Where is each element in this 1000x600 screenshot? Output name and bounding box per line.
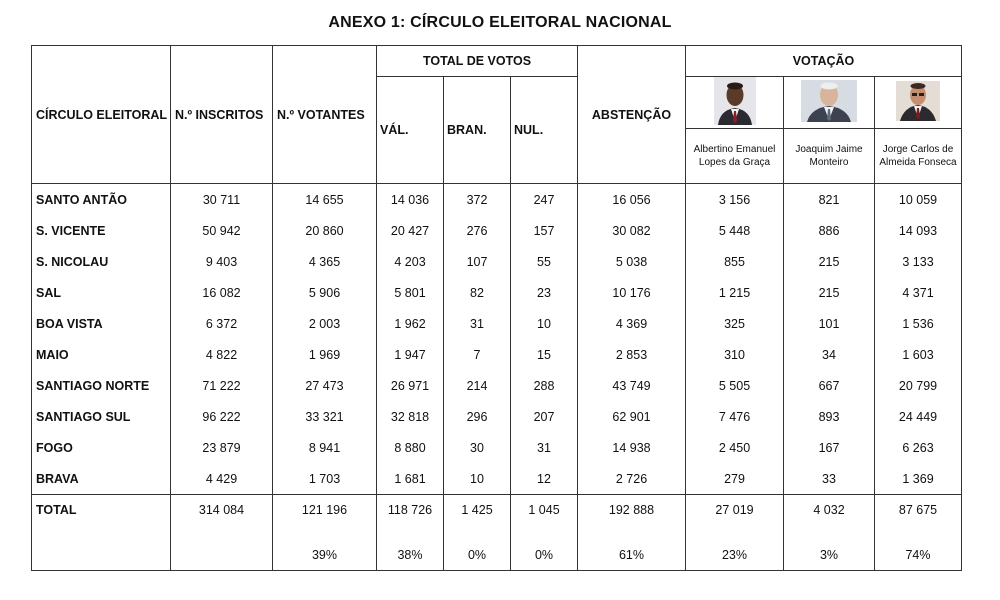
table-row (32, 339, 962, 370)
candidate-photo-2 (784, 77, 875, 129)
candidate-photo-3 (875, 77, 962, 129)
row-cand3: 6 263 (875, 432, 962, 463)
row-cand1: 1 215 (686, 277, 784, 308)
row-circulo: BOA VISTA (32, 308, 171, 339)
row-cand2: 101 (784, 308, 875, 339)
row-cand2: 167 (784, 432, 875, 463)
row-val: 4 203 (377, 246, 444, 277)
row-cand2: 667 (784, 370, 875, 401)
row-cand3: 24 449 (875, 401, 962, 432)
row-val: 1 947 (377, 339, 444, 370)
pct-cand1: 23% (686, 540, 784, 571)
total-nul: 1 045 (511, 495, 578, 541)
total-abstencao: 192 888 (578, 495, 686, 541)
candidate-name-2: Joaquim Jaime Monteiro (784, 129, 875, 184)
row-cand1: 2 450 (686, 432, 784, 463)
total-label: TOTAL (32, 495, 171, 541)
row-cand1: 855 (686, 246, 784, 277)
row-bran: 107 (444, 246, 511, 277)
total-val: 118 726 (377, 495, 444, 541)
row-nul: 247 (511, 184, 578, 216)
row-cand1: 5 448 (686, 215, 784, 246)
pct-votantes: 39% (273, 540, 377, 571)
row-cand3: 10 059 (875, 184, 962, 216)
row-cand3: 3 133 (875, 246, 962, 277)
portrait-jorge-icon (896, 81, 940, 121)
table-row (32, 401, 962, 432)
row-cand1: 3 156 (686, 184, 784, 216)
pct-bran: 0% (444, 540, 511, 571)
row-votantes: 1 703 (273, 463, 377, 495)
row-inscritos: 4 822 (171, 339, 273, 370)
row-circulo: SAL (32, 277, 171, 308)
row-cand3: 4 371 (875, 277, 962, 308)
row-cand1: 7 476 (686, 401, 784, 432)
table-row (32, 463, 962, 495)
row-circulo: SANTO ANTÃO (32, 184, 171, 216)
row-inscritos: 4 429 (171, 463, 273, 495)
row-votantes: 20 860 (273, 215, 377, 246)
row-abstencao: 2 853 (578, 339, 686, 370)
col-header-val: VÁL. (377, 77, 444, 184)
row-circulo: SANTIAGO SUL (32, 401, 171, 432)
pct-cand3: 74% (875, 540, 962, 571)
pct-abstencao: 61% (578, 540, 686, 571)
row-nul: 10 (511, 308, 578, 339)
row-cand2: 886 (784, 215, 875, 246)
row-abstencao: 14 938 (578, 432, 686, 463)
row-bran: 372 (444, 184, 511, 216)
row-bran: 30 (444, 432, 511, 463)
table-row (32, 370, 962, 401)
pct-empty (171, 540, 273, 571)
row-votantes: 33 321 (273, 401, 377, 432)
row-val: 8 880 (377, 432, 444, 463)
row-nul: 15 (511, 339, 578, 370)
row-cand2: 215 (784, 277, 875, 308)
table-row (32, 277, 962, 308)
row-cand3: 14 093 (875, 215, 962, 246)
row-cand2: 821 (784, 184, 875, 216)
total-row (32, 495, 962, 541)
row-inscritos: 30 711 (171, 184, 273, 216)
col-header-bran: BRAN. (444, 77, 511, 184)
col-header-nul: NUL. (511, 77, 578, 184)
row-val: 5 801 (377, 277, 444, 308)
row-nul: 157 (511, 215, 578, 246)
pct-val: 38% (377, 540, 444, 571)
total-cand1: 27 019 (686, 495, 784, 541)
row-circulo: S. NICOLAU (32, 246, 171, 277)
candidate-photo-1 (686, 77, 784, 129)
row-circulo: SANTIAGO NORTE (32, 370, 171, 401)
row-cand3: 1 603 (875, 339, 962, 370)
row-bran: 7 (444, 339, 511, 370)
col-header-inscritos: N.º INSCRITOS (171, 46, 273, 184)
row-abstencao: 5 038 (578, 246, 686, 277)
row-nul: 31 (511, 432, 578, 463)
row-abstencao: 43 749 (578, 370, 686, 401)
row-abstencao: 2 726 (578, 463, 686, 495)
portrait-albertino-icon (714, 77, 756, 125)
row-cand1: 5 505 (686, 370, 784, 401)
row-nul: 207 (511, 401, 578, 432)
row-inscritos: 16 082 (171, 277, 273, 308)
col-header-abstencao: ABSTENÇÃO (578, 46, 686, 184)
table-row (32, 308, 962, 339)
table-row (32, 215, 962, 246)
row-circulo: S. VICENTE (32, 215, 171, 246)
row-votantes: 27 473 (273, 370, 377, 401)
total-cand2: 4 032 (784, 495, 875, 541)
row-cand2: 215 (784, 246, 875, 277)
row-votantes: 8 941 (273, 432, 377, 463)
total-bran: 1 425 (444, 495, 511, 541)
row-circulo: FOGO (32, 432, 171, 463)
row-abstencao: 16 056 (578, 184, 686, 216)
row-bran: 31 (444, 308, 511, 339)
row-inscritos: 71 222 (171, 370, 273, 401)
row-inscritos: 50 942 (171, 215, 273, 246)
col-header-total-votos: TOTAL DE VOTOS (377, 46, 578, 77)
row-bran: 10 (444, 463, 511, 495)
row-votantes: 4 365 (273, 246, 377, 277)
row-bran: 296 (444, 401, 511, 432)
row-inscritos: 23 879 (171, 432, 273, 463)
row-cand2: 33 (784, 463, 875, 495)
table-row (32, 184, 962, 216)
row-abstencao: 30 082 (578, 215, 686, 246)
total-inscritos: 314 084 (171, 495, 273, 541)
percentage-row (32, 540, 962, 571)
row-cand3: 1 369 (875, 463, 962, 495)
row-inscritos: 9 403 (171, 246, 273, 277)
row-nul: 12 (511, 463, 578, 495)
candidate-name-3: Jorge Carlos de Almeida Fonseca (875, 129, 962, 184)
row-bran: 82 (444, 277, 511, 308)
row-nul: 55 (511, 246, 578, 277)
total-votantes: 121 196 (273, 495, 377, 541)
row-cand3: 20 799 (875, 370, 962, 401)
col-header-circulo: CÍRCULO ELEITORAL (32, 46, 171, 184)
row-val: 26 971 (377, 370, 444, 401)
row-cand3: 1 536 (875, 308, 962, 339)
row-cand2: 893 (784, 401, 875, 432)
row-val: 14 036 (377, 184, 444, 216)
row-abstencao: 4 369 (578, 308, 686, 339)
row-val: 1 962 (377, 308, 444, 339)
row-votantes: 1 969 (273, 339, 377, 370)
row-nul: 288 (511, 370, 578, 401)
results-table (31, 45, 962, 571)
candidate-name-1: Albertino Emanuel Lopes da Graça (686, 129, 784, 184)
document-title: ANEXO 1: CÍRCULO ELEITORAL NACIONAL (328, 14, 672, 31)
table-row (32, 246, 962, 277)
col-header-votacao: VOTAÇÃO (686, 46, 962, 77)
table-row (32, 432, 962, 463)
row-bran: 214 (444, 370, 511, 401)
row-circulo: BRAVA (32, 463, 171, 495)
col-header-votantes: N.º VOTANTES (273, 46, 377, 184)
row-abstencao: 62 901 (578, 401, 686, 432)
row-cand1: 310 (686, 339, 784, 370)
portrait-joaquim-icon (801, 80, 857, 122)
row-votantes: 5 906 (273, 277, 377, 308)
row-votantes: 14 655 (273, 184, 377, 216)
row-abstencao: 10 176 (578, 277, 686, 308)
row-val: 32 818 (377, 401, 444, 432)
pct-empty (32, 540, 171, 571)
row-inscritos: 96 222 (171, 401, 273, 432)
pct-cand2: 3% (784, 540, 875, 571)
row-val: 1 681 (377, 463, 444, 495)
row-bran: 276 (444, 215, 511, 246)
row-cand1: 279 (686, 463, 784, 495)
row-val: 20 427 (377, 215, 444, 246)
row-nul: 23 (511, 277, 578, 308)
row-cand2: 34 (784, 339, 875, 370)
pct-nul: 0% (511, 540, 578, 571)
row-votantes: 2 003 (273, 308, 377, 339)
row-circulo: MAIO (32, 339, 171, 370)
row-inscritos: 6 372 (171, 308, 273, 339)
row-cand1: 325 (686, 308, 784, 339)
total-cand3: 87 675 (875, 495, 962, 541)
